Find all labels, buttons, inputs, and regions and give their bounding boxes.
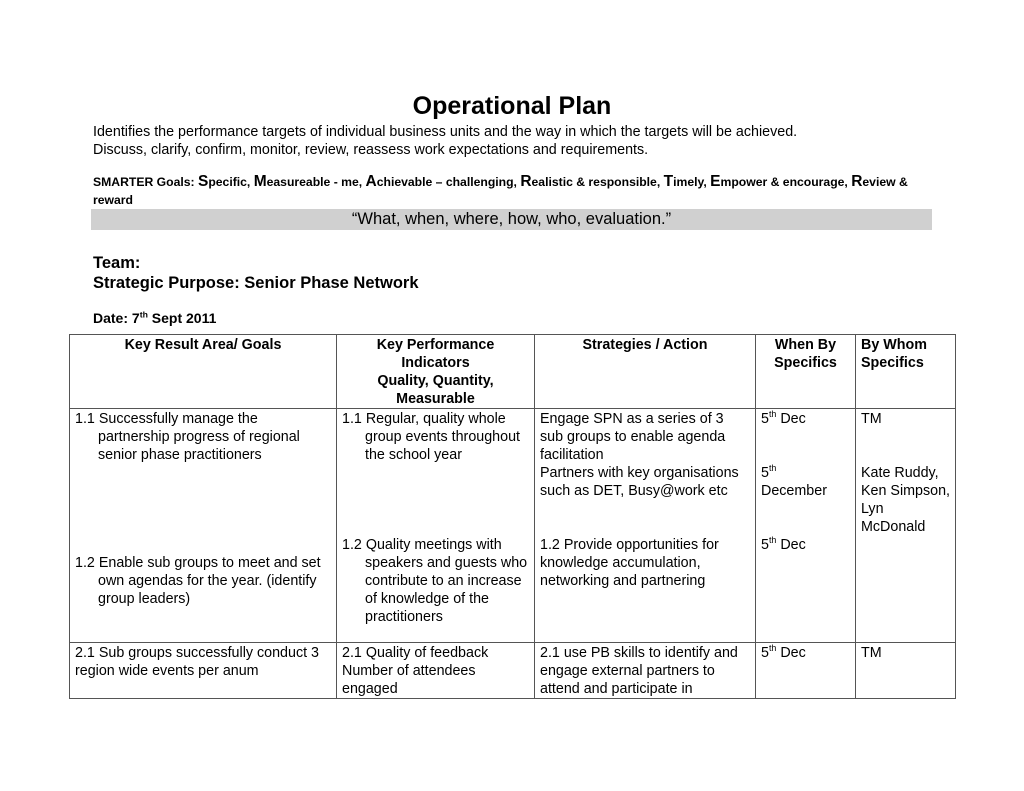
whom-cell [856,409,956,643]
kpi-1-1: 1.1 Regular, quality whole group events throughout the school year [342,411,520,463]
strategy-1-1a: Engage SPN as a series of 3 sub groups to enable agenda facilitation [540,411,726,463]
when-1-1a: 5th Dec [761,409,806,427]
strategy-cell [535,409,756,643]
intro-line: Discuss, clarify, confirm, monitor, review, reassess work expectations and requirements. [93,142,649,158]
smarter-letter: A [365,173,377,190]
kpi-cell [337,409,535,643]
header-when-by: When By Specifics [756,335,856,409]
when-cell: 5th Dec [756,643,856,699]
when-1-2: 5th Dec [761,535,806,553]
table-row [70,409,956,643]
smarter-letter: S [197,173,209,190]
table-header-row [70,335,956,409]
kpi-cell: 2.1 Quality of feedback Number of attendees engaged [337,643,535,699]
strategy-1-2: 1.2 Provide opportunities for knowledge accumulation, networking and partnering [540,537,719,589]
header-kpi: Key Performance Indicators Quality, Quantity, Measurable [337,335,535,409]
smarter-letter: M [253,173,267,190]
smarter-word: pecific, [208,175,254,189]
team-block [93,253,419,293]
intro-text [93,123,797,159]
smarter-word: eview & reward [93,175,908,207]
goal-cell: 2.1 Sub groups successfully conduct 3 region wide events per anum [70,643,337,699]
goal-cell [70,409,337,643]
smarter-word: easureable - me, [266,175,366,189]
whom-cell: TM [856,643,956,699]
date-line: Date: 7th Sept 2011 [93,309,217,326]
header-strategies: Strategies / Action [535,335,756,409]
table-row [70,643,956,699]
smarter-label: SMARTER Goals: [93,175,198,189]
goal-1-2: 1.2 Enable sub groups to meet and set own agendas for the year. (identify group leaders) [75,555,321,607]
whom-1-1b: Kate Ruddy, Ken Simpson, Lyn McDonald [861,465,951,535]
operational-plan-table [69,334,956,699]
goal-1-1: 1.1 Successfully manage the partnership progress of regional senior phase practitioners [75,411,300,463]
header-by-whom: By Whom Specifics [856,335,956,409]
team-label: Team: [93,254,141,272]
header-key-result-area: Key Result Area/ Goals [70,335,337,409]
when-cell [756,409,856,643]
kpi-1-2: 1.2 Quality meetings with speakers and guests who contribute to an increase of knowledge of the practitioners [342,537,528,625]
when-1-1b: 5th December [761,463,827,499]
document-title: Operational Plan [412,92,612,120]
smarter-letter: E [710,173,721,190]
smarter-letter: R [520,173,532,190]
strategy-1-1b: Partners with key organisations such as DET, Busy@work etc [540,465,739,499]
strategy-cell: 2.1 use PB skills to identify and engage external partners to attend and participate in [535,643,756,699]
smarter-letter: R [851,173,863,190]
quote-banner: “What, when, where, how, who, evaluation.” [91,209,932,230]
smarter-word: ealistic & responsible, [531,175,664,189]
smarter-word: chievable – challenging, [376,175,521,189]
smarter-word: imely, [673,175,711,189]
smarter-letter: T [663,173,674,190]
smarter-word: mpower & encourage, [720,175,852,189]
smarter-goals [93,173,933,209]
whom-1-1a: TM [861,411,882,427]
strategic-purpose: Strategic Purpose: Senior Phase Network [93,274,419,292]
intro-line: Identifies the performance targets of individual business units and the way in which the targets will be achieved. [93,124,798,140]
